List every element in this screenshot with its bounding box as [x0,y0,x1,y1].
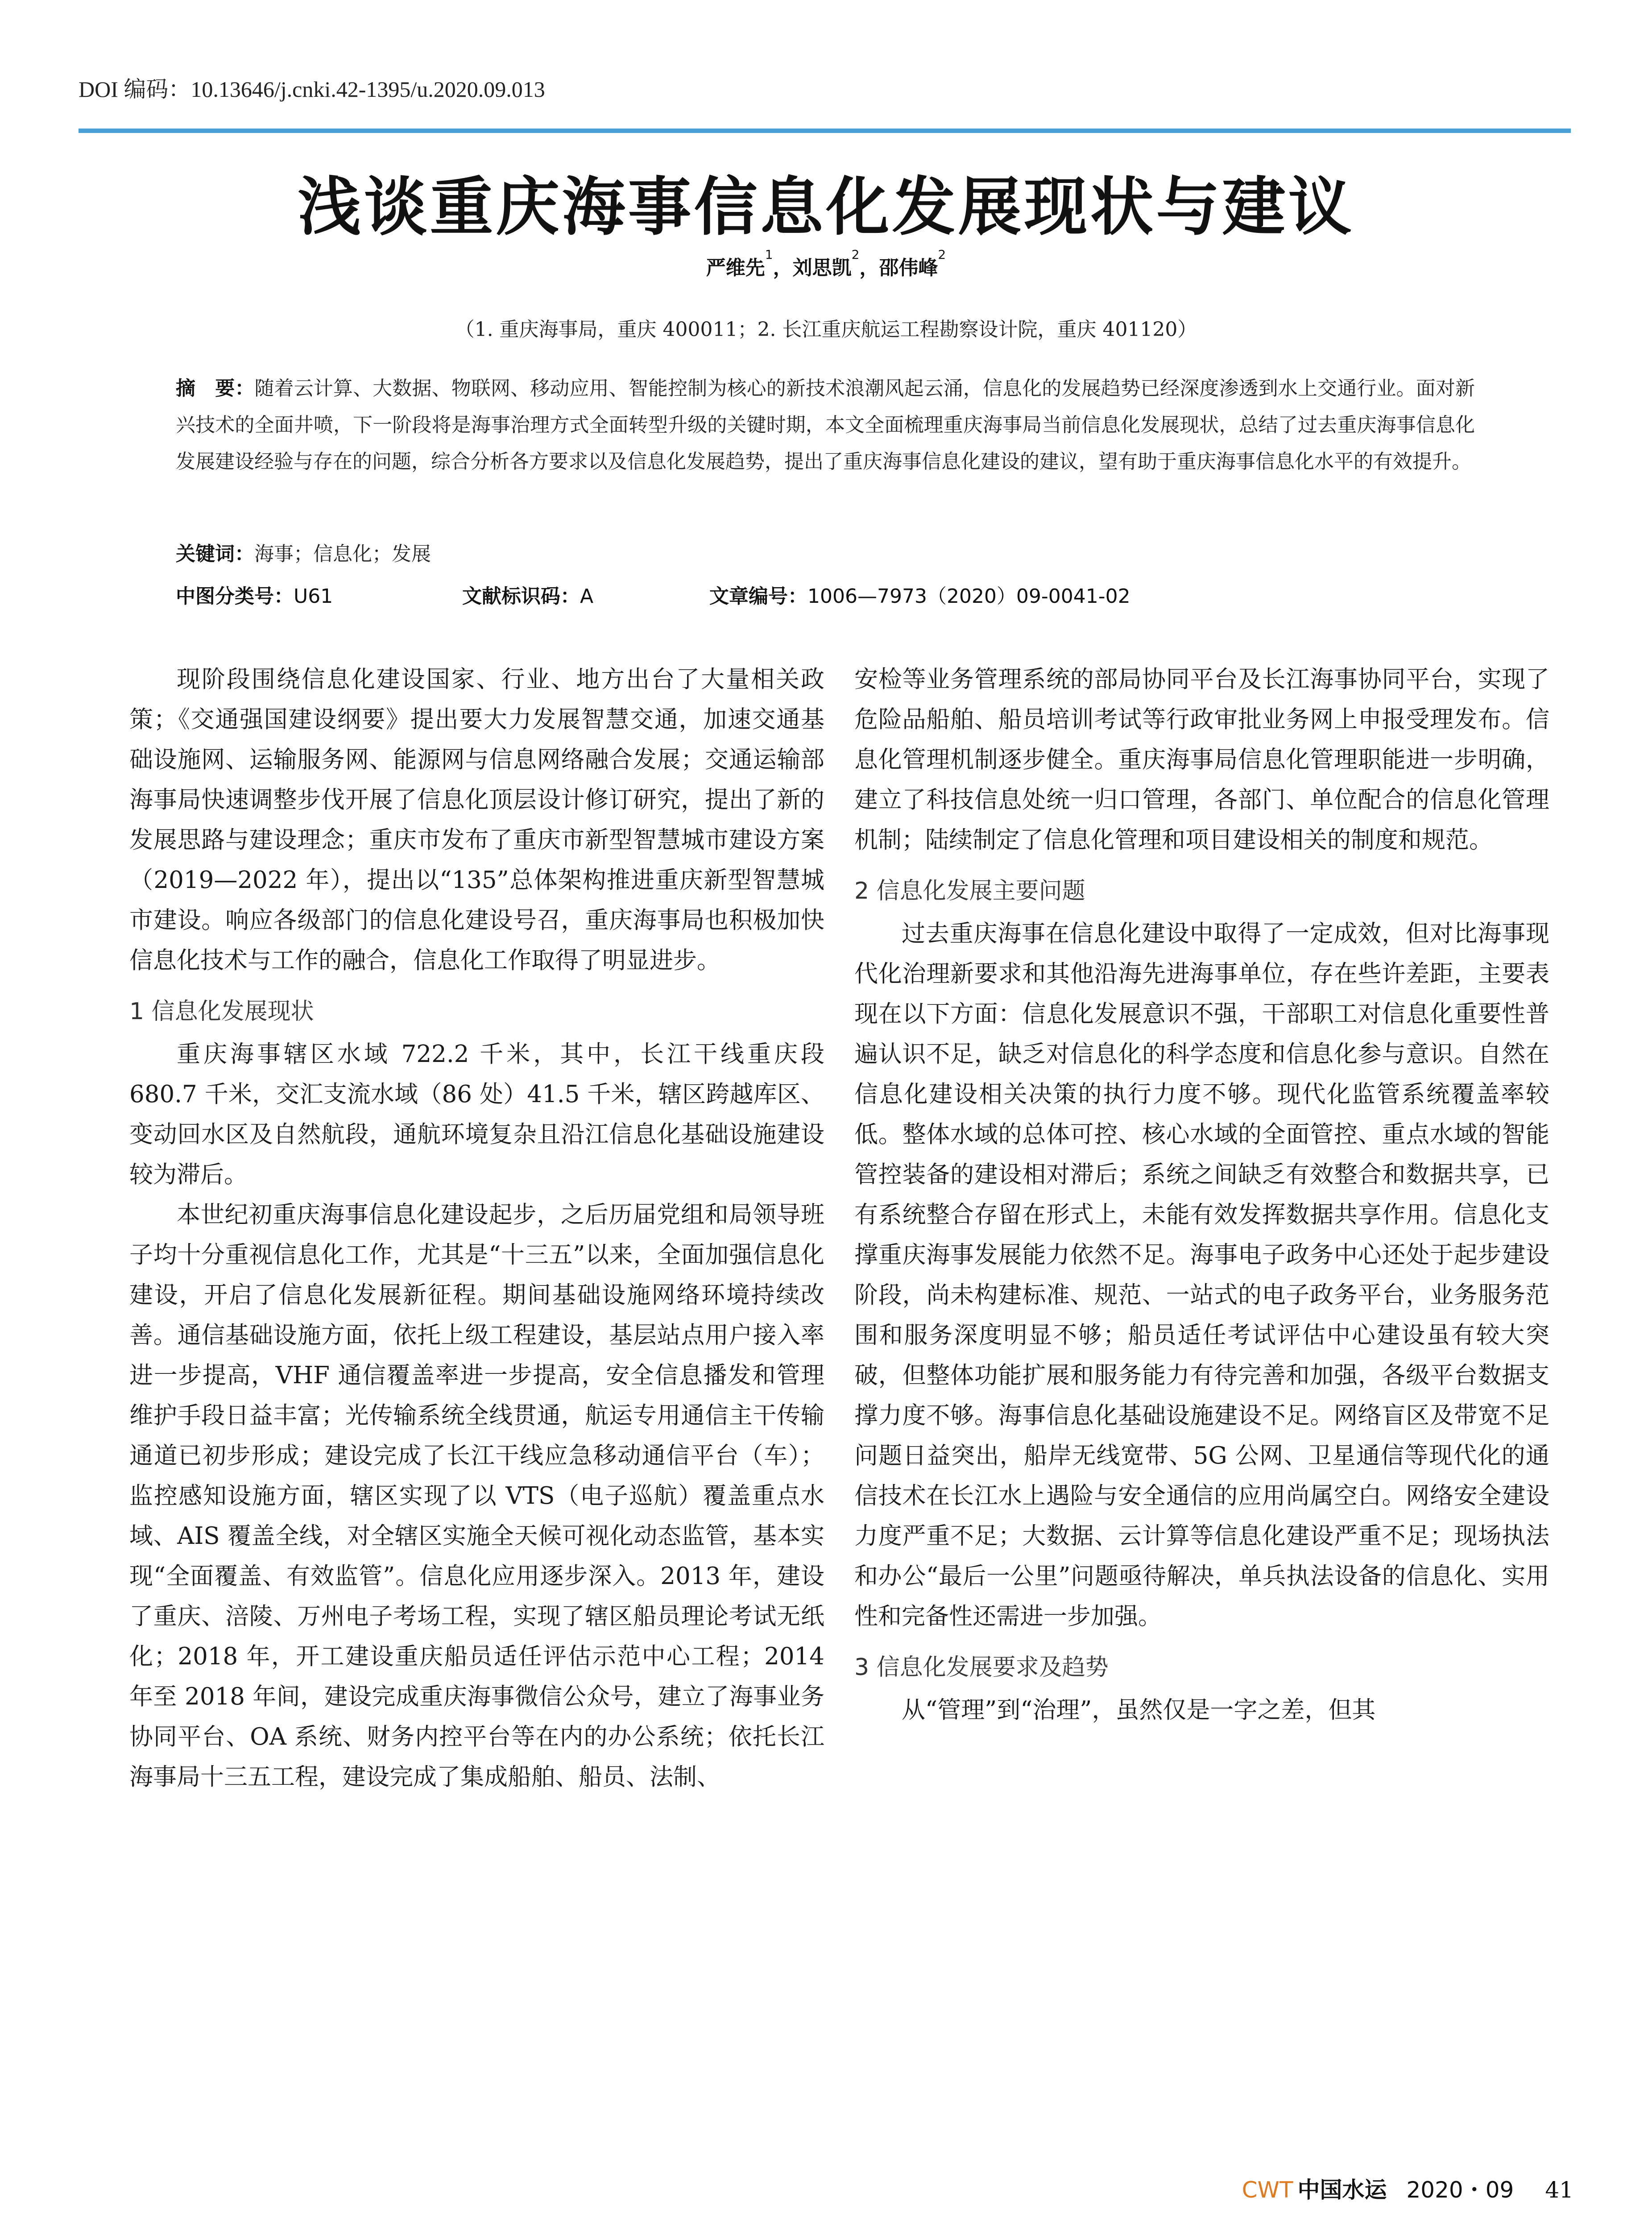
clc-label: 中图分类号： [176,585,294,608]
header-rule [79,129,1571,133]
abstract-label: 摘 要： [176,377,255,400]
paragraph: 安检等业务管理系统的部局协同平台及长江海事协同平台，实现了危险品船舶、船员培训考试等行政审批业务网上申报受理发布。信息化管理机制逐步健全。重庆海事局信息化管理职能进一步明确，建立了科技信息处统一归口管理，各部门、单位配合的信息化管理机制；陆续制定了信息化管理和项目建设相关的制度和规范。 [854,666,1549,854]
author-affil-mark: 2 [851,247,860,262]
affiliations: （1. 重庆海事局，重庆 400011；2. 长江重庆航运工程勘察设计院，重庆 401120） [455,318,1197,341]
doi-line: DOI 编码：10.13646/j.cnki.42-1395/u.2020.09.013 [79,77,545,102]
brand-logo: CWT [1242,2177,1293,2203]
clc-value: U61 [294,585,333,608]
author-name: 严维先 [706,257,765,279]
article-title: 浅谈重庆海事信息化发展现状与建议 [298,170,1354,244]
doc-code-field [462,580,593,609]
keywords [176,538,1475,566]
paragraph: 本世纪初重庆海事信息化建设起步，之后历届党组和局领导班子均十分重视信息化工作，尤其是“十三五”以来，全面加强信息化建设，开启了信息化发展新征程。期间基础设施网络环境持续改善。通信基础设施方面，依托上级工程建设，基层站点用户接入率进一步提高，VHF 通信覆盖率进一步提高，安全信息播发和管理维护手段日益丰富；光传输系统全线贯通，航运专用通信主干传输通道已初步形成；建设完成了长江干线应急移动通信平台（车）；监控感知设施方面，辖区实现了以 VTS（电子巡航）覆盖重点水域、AIS 覆盖全线，对全辖区实施全天候可视化动态监管，基本实现“全面覆盖、有效监管”。信息化应用逐步深入。2013 年，建设了重庆、涪陵、万州电子考场工程，实现了辖区船员理论考试无纸化；2018 年，开工建设重庆船员适任评估示范中心工程；2014 年至 2018 年间，建设完成重庆海事微信公众号，建立了海事业务协同平台、OA 系统、财务内控平台等在内的办公系统；依托长江海事局十三五工程，建设完成了集成船舶、船员、法制、 [129,1201,824,1791]
section-heading: 1 信息化发展现状 [129,998,314,1025]
magazine-name: 中国水运 [1297,2177,1387,2203]
article-no-field [709,580,1130,609]
clc-field [176,580,333,609]
body-column-left [129,659,824,1797]
doc-code-label: 文献标识码： [462,585,580,608]
section-heading: 2 信息化发展主要问题 [854,878,1085,904]
section-heading: 3 信息化发展要求及趋势 [854,1654,1109,1681]
page-number: 41 [1545,2177,1573,2203]
abstract [176,370,1475,480]
article-no-value: 1006—7973（2020）09-0041-02 [807,585,1130,608]
paragraph: 现阶段围绕信息化建设国家、行业、地方出台了大量相关政策；《交通强国建设纲要》提出要大力发展智慧交通，加速交通基础设施网、运输服务网、能源网与信息网络融合发展；交通运输部海事局快速调整步伐开展了信息化顶层设计修订研究，提出了新的发展思路与建设理念；重庆市发布了重庆市新型智慧城市建设方案（2019—2022 年），提出以“135”总体架构推进重庆新型智慧城市建设。响应各级部门的信息化建设号召，重庆海事局也积极加快信息化技术与工作的融合，信息化工作取得了明显进步。 [129,666,824,974]
page-footer [1242,2172,1573,2204]
doc-code-value: A [580,585,594,608]
author-name: 邵伟峰 [879,257,938,279]
body-column-right [854,659,1549,1730]
author-list: 严维先$^1$，刘思凯$^2$，邵伟峰$^2$ [706,247,946,279]
paragraph: 从“管理”到“治理”，虽然仅是一字之差，但其 [902,1696,1376,1724]
author-affil-mark: 1 [765,247,773,262]
paragraph: 重庆海事辖区水域 722.2 千米，其中，长江干线重庆段 680.7 千米，交汇支流水域（86 处）41.5 千米，辖区跨越库区、变动回水区及自然航段，通航环境复杂且沿江信息化基础设施建设较为滞后。 [129,1041,824,1188]
issue-date: 2020・09 [1406,2177,1514,2203]
author-name: 刘思凯 [792,257,852,279]
abstract-text: 随着云计算、大数据、物联网、移动应用、智能控制为核心的新技术浪潮风起云涌，信息化的发展趋势已经深度渗透到水上交通行业。面对新兴技术的全面井喷，下一阶段将是海事治理方式全面转型升级的关键时期，本文全面梳理重庆海事局当前信息化发展现状，总结了过去重庆海事信息化发展建设经验与存在的问题，综合分析各方要求以及信息化发展趋势，提出了重庆海事信息化建设的建议，望有助于重庆海事信息化水平的有效提升。 [176,377,1475,473]
author-affil-mark: 2 [938,247,946,262]
article-no-label: 文章编号： [709,585,807,608]
paragraph: 过去重庆海事在信息化建设中取得了一定成效，但对比海事现代化治理新要求和其他沿海先进海事单位，存在些许差距，主要表现在以下方面：信息化发展意识不强，干部职工对信息化重要性普遍认识不足，缺乏对信息化的科学态度和信息化参与意识。自然在信息化建设相关决策的执行力度不够。现代化监管系统覆盖率较低。整体水域的总体可控、核心水域的全面管控、重点水域的智能管控装备的建设相对滞后；系统之间缺乏有效整合和数据共享，已有系统整合存留在形式上，未能有效发挥数据共享作用。信息化支撑重庆海事发展能力依然不足。海事电子政务中心还处于起步建设阶段，尚未构建标准、规范、一站式的电子政务平台，业务服务范围和服务深度明显不够；船员适任考试评估中心建设虽有较大突破，但整体功能扩展和服务能力有待完善和加强，各级平台数据支撑力度不够。海事信息化基础设施建设不足。网络盲区及带宽不足问题日益突出，船岸无线宽带、5G 公网、卫星通信等现代化的通信技术在长江水上遇险与安全通信的应用尚属空白。网络安全建设力度严重不足；大数据、云计算等信息化建设严重不足；现场执法和办公“最后一公里”问题亟待解决，单兵执法设备的信息化、实用性和完备性还需进一步加强。 [854,920,1549,1630]
keywords-label: 关键词： [176,543,254,565]
keywords-text: 海事；信息化；发展 [254,543,431,565]
